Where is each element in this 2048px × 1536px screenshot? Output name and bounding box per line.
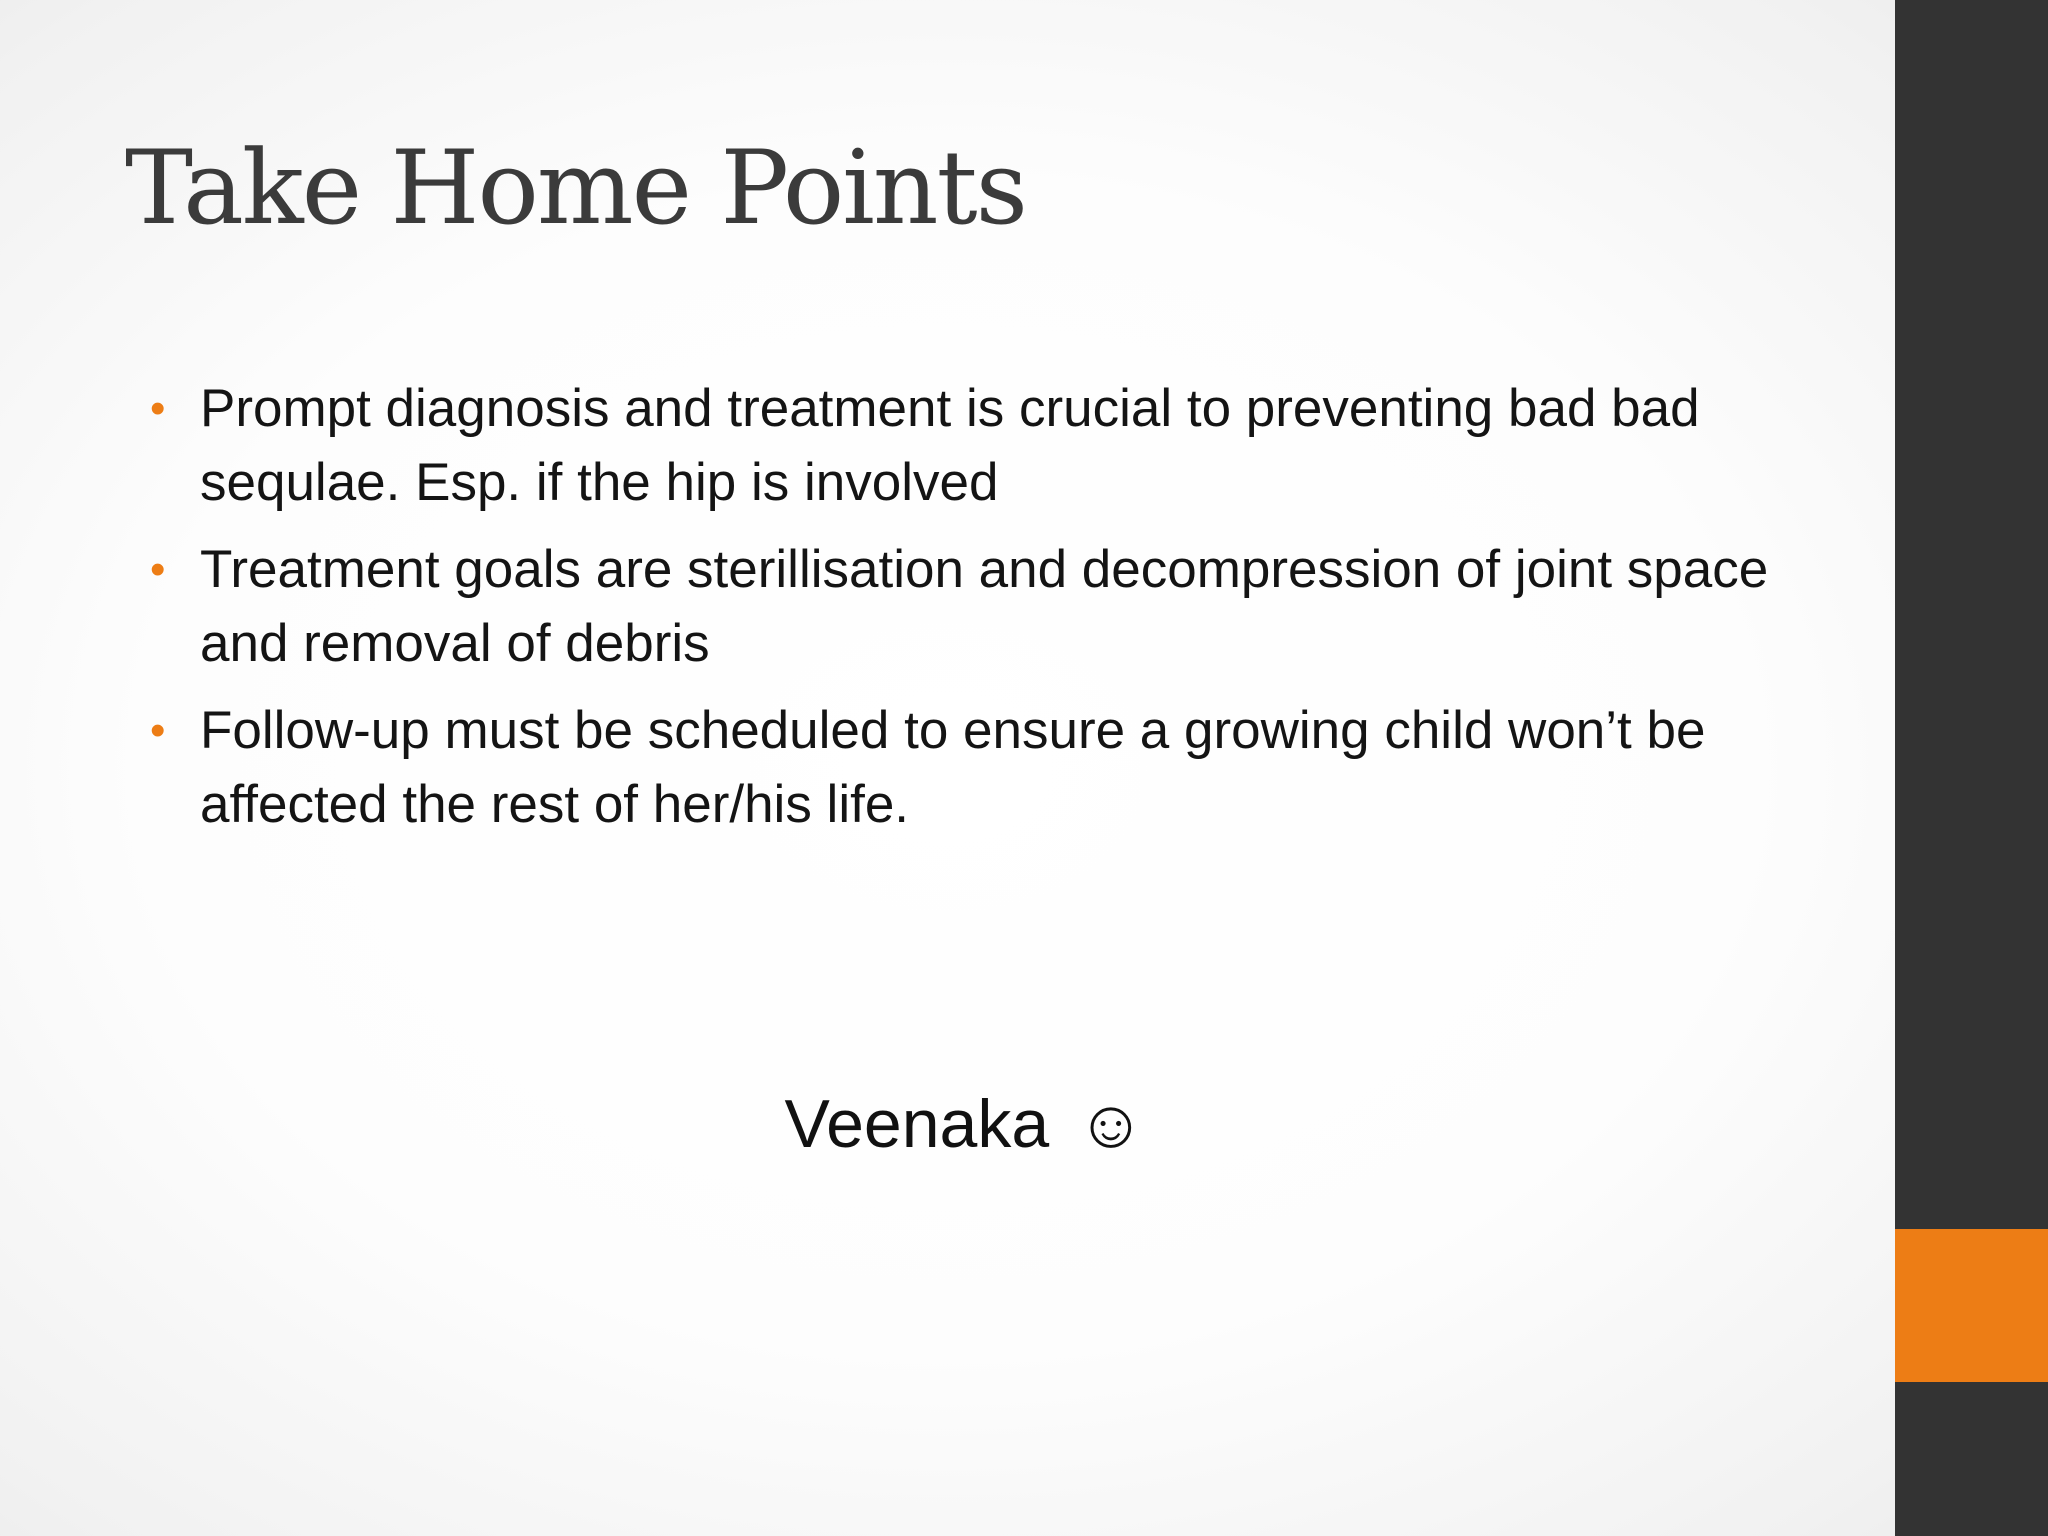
bullet-dot-icon: • xyxy=(150,384,166,433)
sidebar-accent-block xyxy=(1895,1229,2048,1382)
bullet-text: Prompt diagnosis and treatment is crucial to preventing bad bad sequlae. Esp. if the hip is involved xyxy=(200,379,1700,512)
bullet-item xyxy=(150,694,1800,842)
bullet-item xyxy=(150,372,1800,520)
bullet-item xyxy=(150,533,1800,681)
bullet-list xyxy=(150,372,1800,855)
smiley-icon: ☺ xyxy=(1076,1086,1146,1162)
signoff-name: Veenaka xyxy=(784,1086,1050,1162)
bullet-dot-icon: • xyxy=(150,545,166,594)
sidebar-decoration xyxy=(1895,0,2048,1536)
bullet-dot-icon: • xyxy=(150,706,166,755)
bullet-text: Follow-up must be scheduled to ensure a growing child won’t be affected the rest of her/his life. xyxy=(200,701,1706,834)
bullet-text: Treatment goals are sterillisation and decompression of joint space and removal of debris xyxy=(200,540,1769,673)
slide-title: Take Home Points xyxy=(125,129,1026,248)
signoff xyxy=(0,1076,1895,1172)
